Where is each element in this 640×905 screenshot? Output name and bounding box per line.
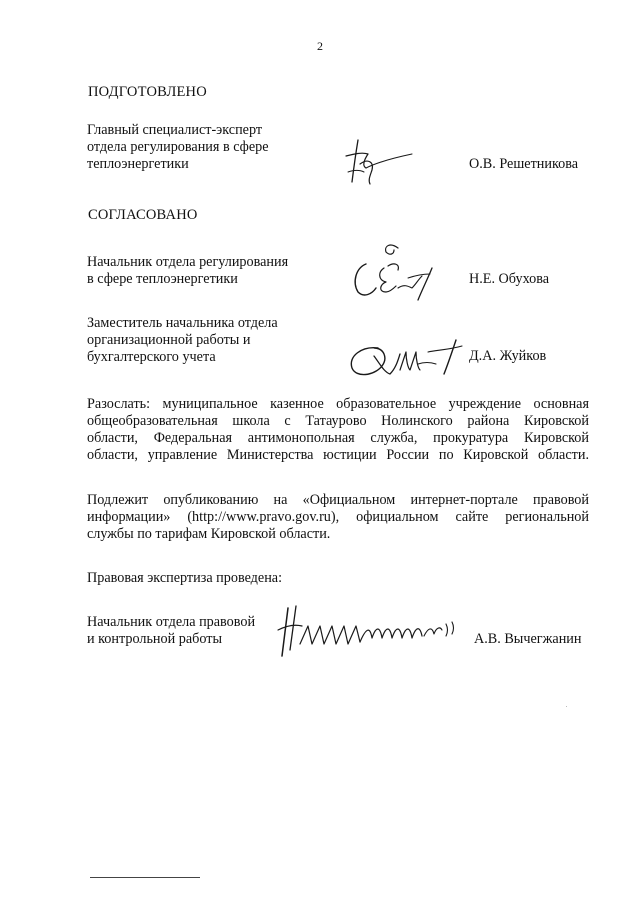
prepared-position-line: Главный специалист-эксперт — [87, 122, 263, 138]
page-number: 2 — [317, 39, 323, 53]
prepared-heading: ПОДГОТОВЛЕНО — [88, 84, 207, 100]
agreed-position-line: в сфере теплоэнергетики — [87, 271, 238, 287]
legal-review-position-line: Начальник отдела правовой — [87, 614, 256, 630]
signature-vychegzhanin — [276, 600, 458, 660]
signature-obukhova — [338, 238, 448, 302]
publication-line: информации» (http://www.pravo.gov.ru), официальном сайте региональной — [87, 509, 589, 525]
agreed-signer-2-name: Д.А. Жуйков — [469, 348, 547, 364]
distribution-paragraph — [87, 396, 589, 464]
publication-paragraph — [87, 492, 589, 543]
agreed-position-line: Начальник отдела регулирования — [87, 254, 289, 270]
legal-review-position-line: и контрольной работы — [87, 631, 222, 647]
distribution-line: Разослать: муниципальное казенное образовательное учреждение основная — [87, 396, 589, 412]
legal-review-statement: Правовая экспертиза проведена: — [87, 570, 283, 586]
legal-review-position — [87, 614, 255, 648]
prepared-name: О.В. Решетникова — [469, 156, 579, 172]
agreed-signer-1-position — [87, 254, 288, 288]
agreed-signer-2-position — [87, 315, 278, 366]
distribution-line: области, Федеральная антимонопольная служба, прокуратура Кировской — [87, 430, 589, 446]
prepared-position-line: теплоэнергетики — [87, 156, 189, 172]
agreed-signer-1-name: Н.Е. Обухова — [469, 271, 550, 287]
signature-zhuykov — [344, 334, 466, 384]
publication-line: службы по тарифам Кировской области. — [87, 526, 331, 542]
prepared-position-line: отдела регулирования в сфере — [87, 139, 269, 155]
prepared-position — [87, 122, 269, 173]
agreed-heading: СОГЛАСОВАНО — [88, 207, 198, 223]
footnote-rule — [90, 877, 200, 878]
agreed-position-line: Заместитель начальника отдела — [87, 315, 278, 331]
agreed-position-line: организационной работы и — [87, 332, 251, 348]
scan-speck — [566, 706, 567, 707]
signature-reshetnikova — [338, 132, 418, 192]
legal-review-name: А.В. Вычегжанин — [474, 631, 582, 647]
distribution-line: области, управление Министерства юстиции России по Кировской области. — [87, 447, 589, 463]
distribution-line: общеобразовательная школа с Татаурово Нолинского района Кировской — [87, 413, 589, 429]
agreed-position-line: бухгалтерского учета — [87, 349, 216, 365]
publication-line: Подлежит опубликованию на «Официальном интернет-портале правовой — [87, 492, 589, 508]
